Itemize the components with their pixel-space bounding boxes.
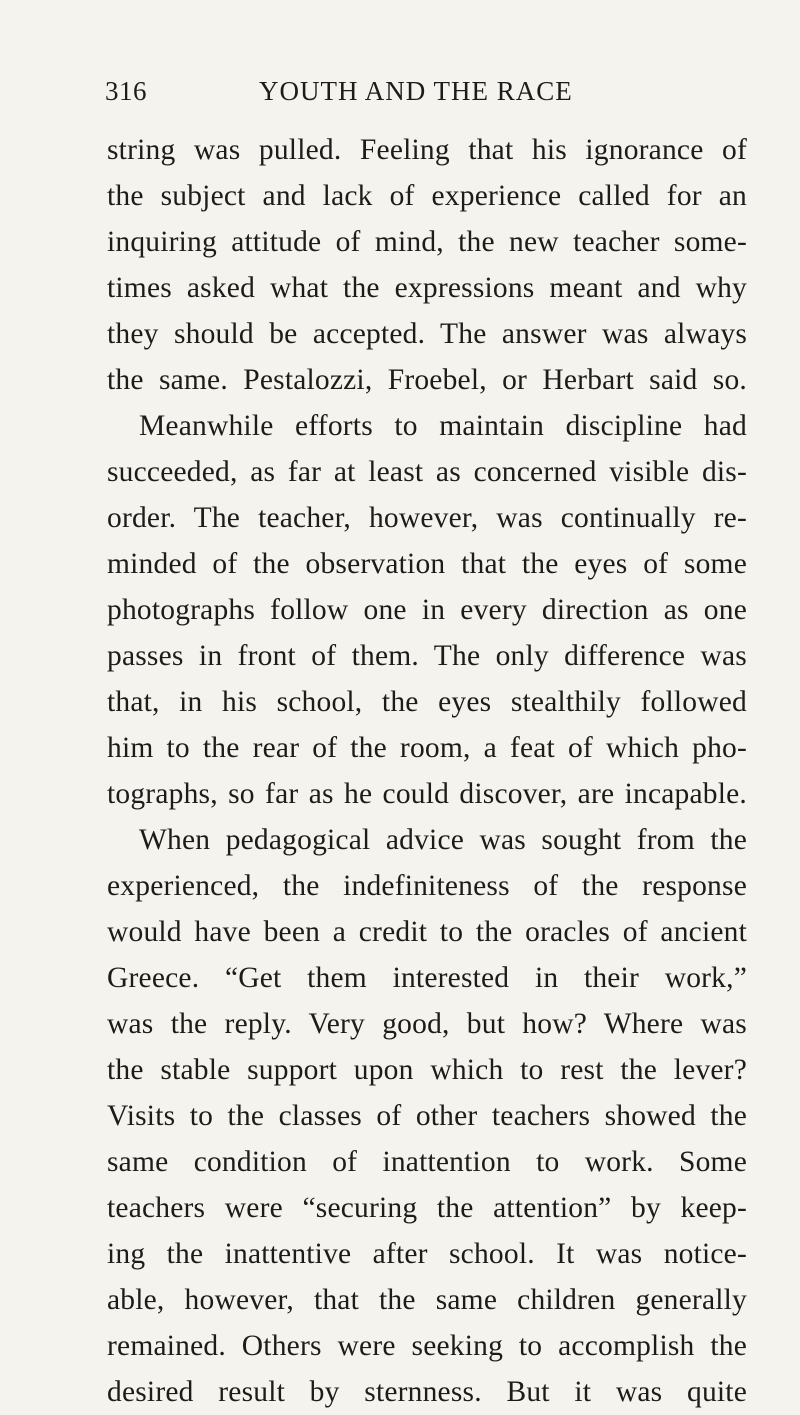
text-line: him to the rear of the room, a feat of which pho-	[107, 732, 747, 764]
text-line: desired result by sternness. But it was quite	[107, 1376, 747, 1408]
page-number: 316	[105, 76, 147, 106]
text-line: they should be accepted. The answer was always	[107, 318, 747, 350]
text-line-paragraph-start: Meanwhile efforts to maintain discipline had	[139, 410, 747, 442]
text-line: the subject and lack of experience called for an	[107, 180, 747, 212]
text-line: Greece. “Get them interested in their work,”	[107, 962, 747, 994]
text-line: would have been a credit to the oracles of ancient	[107, 916, 747, 948]
text-line: remained. Others were seeking to accomplish the	[107, 1330, 747, 1362]
text-line: that, in his school, the eyes stealthily followed	[107, 686, 747, 718]
body-text	[107, 127, 747, 1415]
text-line: passes in front of them. The only difference was	[107, 640, 747, 672]
text-line: photographs follow one in every direction as one	[107, 594, 747, 626]
text-line: was the reply. Very good, but how? Where was	[107, 1008, 747, 1040]
text-line-paragraph-start: When pedagogical advice was sought from the	[139, 824, 747, 856]
text-line: able, however, that the same children generally	[107, 1284, 747, 1316]
text-line: same condition of inattention to work. Some	[107, 1146, 747, 1178]
text-line: order. The teacher, however, was continually re-	[107, 502, 747, 534]
text-line: minded of the observation that the eyes of some	[107, 548, 747, 580]
text-line: times asked what the expressions meant and why	[107, 272, 747, 304]
text-line: string was pulled. Feeling that his ignorance of	[107, 134, 747, 166]
text-line: ing the inattentive after school. It was notice-	[107, 1238, 747, 1270]
text-line: tographs, so far as he could discover, are incapable.	[107, 778, 747, 810]
text-line: succeeded, as far at least as concerned visible dis-	[107, 456, 747, 488]
text-line: the stable support upon which to rest the lever?	[107, 1054, 747, 1086]
text-line: teachers were “securing the attention” by keep-	[107, 1192, 747, 1224]
text-line: Visits to the classes of other teachers showed the	[107, 1100, 747, 1132]
text-line: experienced, the indefiniteness of the response	[107, 870, 747, 902]
running-head	[105, 76, 745, 112]
running-title: YOUTH AND THE RACE	[259, 76, 573, 106]
text-line: the same. Pestalozzi, Froebel, or Herbart said so.	[107, 364, 747, 396]
text-line: inquiring attitude of mind, the new teacher some-	[107, 226, 747, 258]
